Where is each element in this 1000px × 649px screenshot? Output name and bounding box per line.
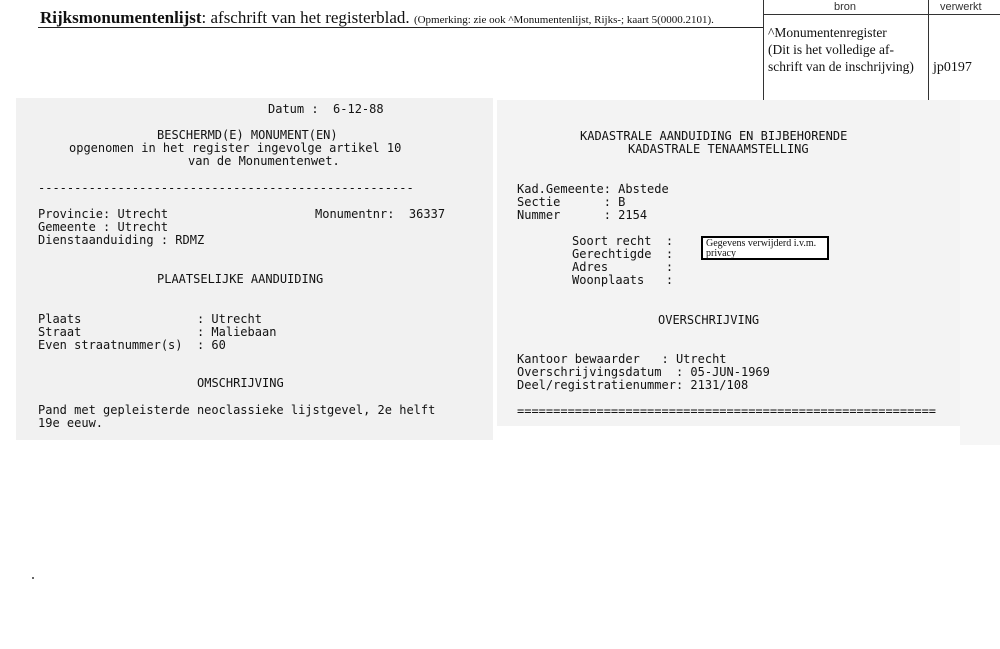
col-verwerkt-label: verwerkt <box>940 1 982 13</box>
deel-registratie-line: Deel/registratienummer: 2131/108 <box>517 378 749 392</box>
nummer-line: Nummer : 2154 <box>517 208 648 222</box>
gerechtigde-line: Gerechtigde : <box>572 247 674 261</box>
bron-left-border <box>763 0 764 100</box>
bron-line: ^Monumentenregister <box>768 25 887 40</box>
title-underline <box>38 27 763 28</box>
left-heading-line: opgenomen in het register ingevolge artikel 10 <box>69 141 402 155</box>
scan-speck <box>32 577 34 579</box>
monumentnr-line: Monumentnr: 36337 <box>315 207 446 221</box>
soort-recht-line: Soort recht : <box>572 234 674 248</box>
right-heading-line: KADASTRALE TENAAMSTELLING <box>628 142 809 156</box>
document-title <box>40 8 714 28</box>
gemeente-line: Gemeente : Utrecht <box>38 220 169 234</box>
scan-edge <box>960 100 1000 445</box>
bron-line: schrift van de inschrijving) <box>768 59 914 74</box>
overschrijving-heading: OVERSCHRIJVING <box>658 313 760 327</box>
woonplaats-line: Woonplaats : <box>572 273 674 287</box>
kad-gemeente-line: Kad.Gemeente: Abstede <box>517 182 669 196</box>
kantoor-line: Kantoor bewaarder : Utrecht <box>517 352 727 366</box>
header-row-divider <box>763 14 1000 15</box>
bron-line: (Dit is het volledige af- <box>768 42 894 57</box>
left-heading-line: van de Monumentenwet. <box>188 154 340 168</box>
left-heading-line: BESCHERMD(E) MONUMENT(EN) <box>157 128 338 142</box>
right-heading-line: KADASTRALE AANDUIDING EN BIJBEHORENDE <box>580 129 848 143</box>
adres-line: Adres : <box>572 260 674 274</box>
title-bold: Rijksmonumentenlijst <box>40 8 202 27</box>
verwerkt-left-border <box>928 0 929 100</box>
description-line: Pand met gepleisterde neoclassieke lijstgevel, 2e helft <box>38 403 436 417</box>
overschrijvingsdatum-line: Overschrijvingsdatum : 05-JUN-1969 <box>517 365 770 379</box>
col-bron-label: bron <box>834 1 857 13</box>
straatnummer-line: Even straatnummer(s) : 60 <box>38 338 226 352</box>
straat-line: Straat : Maliebaan <box>38 325 277 339</box>
plaatselijke-heading: PLAATSELIJKE AANDUIDING <box>157 272 324 286</box>
provincie-line: Provincie: Utrecht <box>38 207 169 221</box>
title-rest: : afschrift van het registerblad. <box>201 8 410 27</box>
datum-line: Datum : 6-12-88 <box>268 102 384 116</box>
dienstaanduiding-line: Dienstaanduiding : RDMZ <box>38 233 205 247</box>
right-separator: ========================================================== <box>517 404 937 418</box>
privacy-redaction-box: Gegevens verwijderd i.v.m. privacy <box>701 236 829 260</box>
record-code: jp0197 <box>933 60 972 75</box>
description-line: 19e eeuw. <box>38 416 104 430</box>
bron-text <box>768 24 928 75</box>
plaats-line: Plaats : Utrecht <box>38 312 262 326</box>
left-separator: ---------------------------------------------------- <box>38 181 414 195</box>
title-note: (Opmerking: zie ook ^Monumentenlijst, Rijks-; kaart 5(0000.2101). <box>413 14 714 26</box>
sectie-line: Sectie : B <box>517 195 626 209</box>
omschrijving-heading: OMSCHRIJVING <box>197 376 284 390</box>
